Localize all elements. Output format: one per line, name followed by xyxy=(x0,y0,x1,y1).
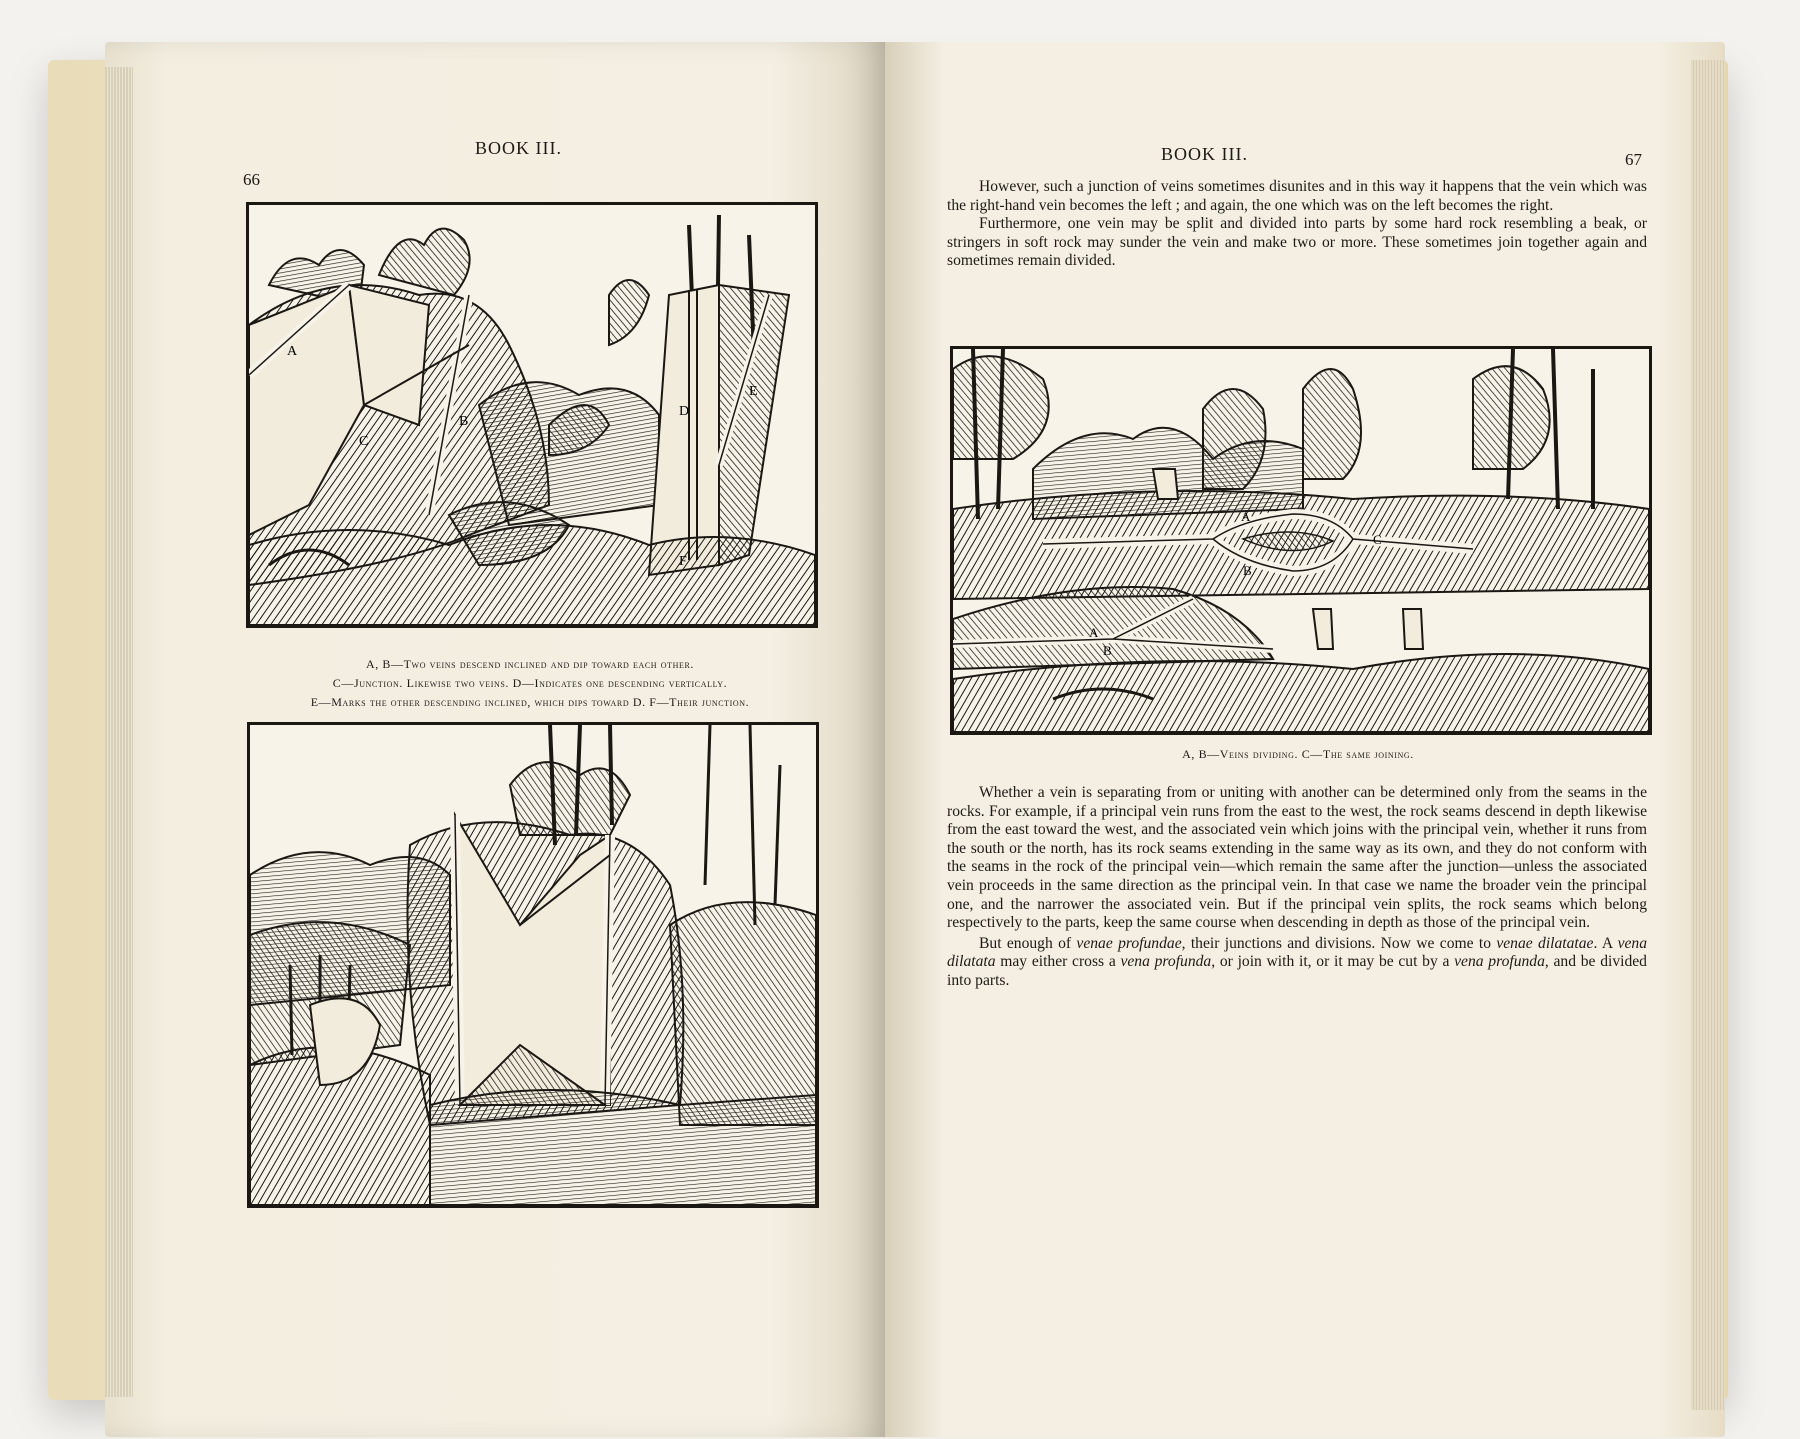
caption-line: A, B—Two veins descend inclined and dip toward each other. xyxy=(365,657,695,671)
latin-term: vena dilatata xyxy=(947,934,1647,971)
paragraph: Whether a vein is separating from or uniting with another can be determined only from the seams in the rocks. For example, if a principal vein runs from the east to the west, the rock seams descend in depth likewise from the east toward the west, and the associated vein which joins with the principal vein, whether it runs from the south or the north, has its rock seams extending in the same way as its own, and they do not conform with the seams in the rock of the principal vein—which remain the same after the junction—unless the associated vein proceeds in the same direction as the principal vein. In that case we name the broader vein the principal one, and the narrower the associated vein. But if the principal vein splits, the rock seams which belong respectively to the parts, keep the same course when descending in depth as those of the principal vein. xyxy=(947,784,1647,932)
plate-letter-e: E xyxy=(749,384,758,399)
latin-term: venae dilatatae xyxy=(1496,934,1594,952)
plate-letter-b: B xyxy=(459,414,469,429)
plate-letter-c: C xyxy=(1373,532,1382,547)
woodcut-plate-converging-veins xyxy=(246,202,818,628)
woodcut-illustration xyxy=(953,349,1649,732)
latin-term: vena profunda xyxy=(1120,953,1212,971)
plate-letter-b: B xyxy=(1243,563,1252,578)
woodcut-plate-crossing-veins xyxy=(247,722,819,1208)
latin-term: vena profunda xyxy=(1454,953,1545,971)
page-number-left: 66 xyxy=(243,170,260,189)
plate-caption-left xyxy=(235,655,825,712)
woodcut-plate-dividing-veins xyxy=(950,346,1652,735)
plate-caption-right xyxy=(950,745,1646,764)
plate-letter-b: B xyxy=(1103,643,1112,658)
woodcut-illustration xyxy=(250,725,816,1205)
text-run: , or join with it, or it may be cut by a xyxy=(1211,953,1455,971)
running-head-right: BOOK III. xyxy=(1161,144,1248,164)
woodcut-illustration xyxy=(249,205,815,625)
plate-letter-a: A xyxy=(1089,625,1099,640)
right-page xyxy=(885,42,1725,1437)
paragraph: However, such a junction of veins sometimes disunites and in this way it happens that the vein which was the right-hand vein becomes the left ; and again, the one which was on the left becomes the right. xyxy=(947,178,1647,214)
paragraph: Furthermore, one vein may be split and divided into parts by some hard rock resembling a beak, or stringers in soft rock may sunder the vein and make two or more. These sometimes join together again and sometimes remain divided. xyxy=(947,215,1647,270)
left-page xyxy=(105,42,890,1437)
latin-term: venae profundae xyxy=(1076,934,1182,952)
text-run: may either cross a xyxy=(995,953,1121,971)
text-block-top xyxy=(947,178,1647,271)
running-head-left: BOOK III. xyxy=(475,138,562,158)
caption-line: A, B—Veins dividing. C—The same joining. xyxy=(1182,747,1414,761)
caption-line: E—Marks the other descending inclined, which dips toward D. F—Their junction. xyxy=(310,695,750,709)
page-edges-left xyxy=(105,67,133,1397)
text-run: , and be divided into parts. xyxy=(947,953,1647,989)
text-block-bottom xyxy=(947,784,1647,991)
page-edges-right xyxy=(1691,60,1725,1410)
page-number-right: 67 xyxy=(1625,150,1642,169)
plate-letter-f: F xyxy=(679,554,687,569)
book-spread xyxy=(105,42,1725,1437)
plate-letter-c: C xyxy=(359,434,369,449)
text-run: . A xyxy=(1593,934,1618,952)
plate-letter-a: A xyxy=(287,344,298,359)
text-run: , their junctions and divisions. Now we come to xyxy=(1181,934,1497,952)
caption-line: C—Junction. Likewise two veins. D—Indicates one descending vertically. xyxy=(332,676,728,690)
plate-letter-d: D xyxy=(679,404,690,419)
paragraph xyxy=(947,935,1647,991)
text-run: But enough of xyxy=(979,934,1077,952)
plate-letter-a: A xyxy=(1241,509,1251,524)
